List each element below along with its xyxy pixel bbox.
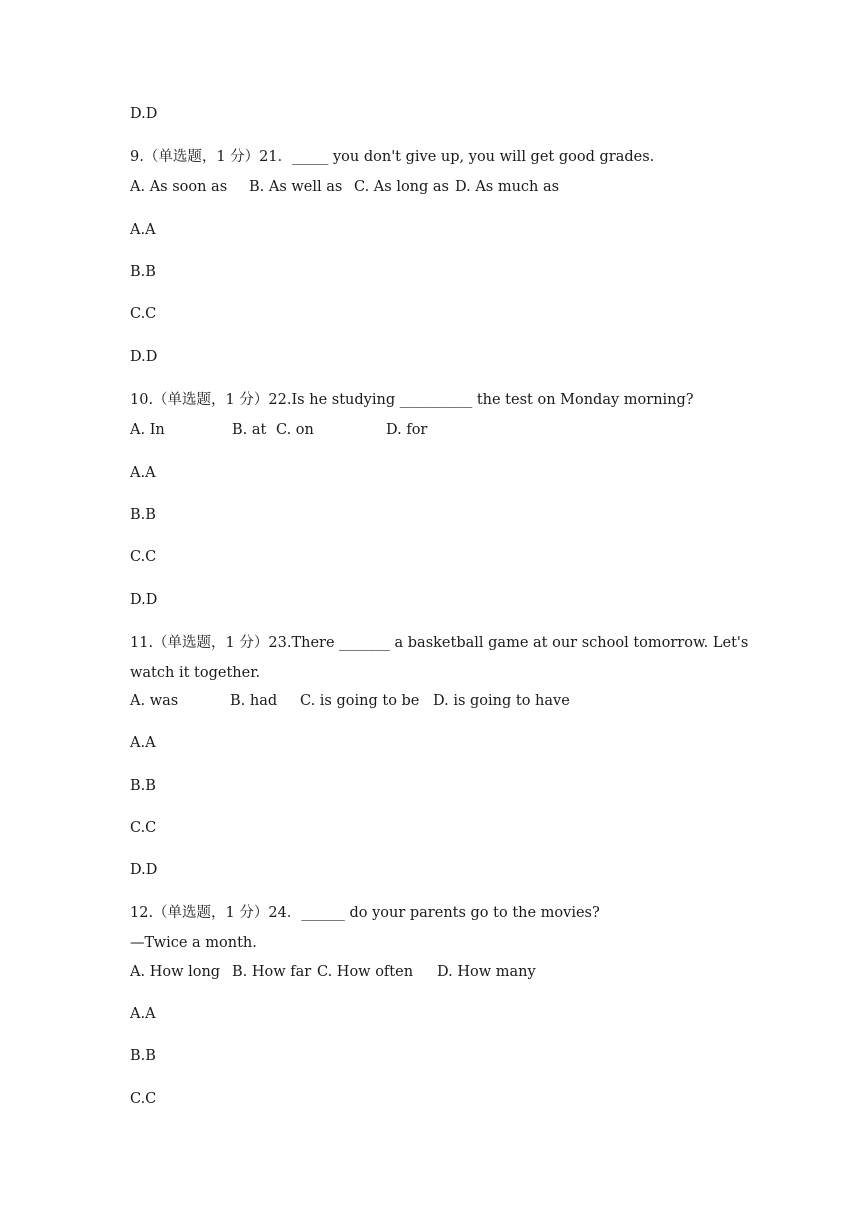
answer-option-b[interactable]: B.B	[130, 264, 156, 280]
answer-option-d[interactable]: D.D	[130, 106, 158, 122]
question-11-stem-continued: watch it together.	[130, 665, 261, 681]
option-text: B. at	[232, 422, 267, 438]
answer-option-c[interactable]: C.C	[130, 820, 157, 836]
question-10-options	[130, 421, 427, 439]
question-9-stem: 9.（单选题，1 分）21．_____ you don't give up, you will get good grades.	[130, 149, 655, 165]
answer-option-c[interactable]: C.C	[130, 549, 157, 565]
answer-option-b[interactable]: B.B	[130, 1048, 156, 1064]
answer-option-c[interactable]: C.C	[130, 1091, 157, 1107]
option-text: D. for	[386, 422, 428, 438]
answer-option-c[interactable]: C.C	[130, 306, 157, 322]
answer-option-a[interactable]: A.A	[130, 735, 156, 751]
option-text: A. was	[130, 693, 179, 709]
option-text: B. How far	[232, 964, 312, 980]
question-12-options	[130, 963, 536, 981]
option-text: C. is going to be	[300, 693, 420, 709]
option-text: A. How long	[130, 964, 221, 980]
option-text: B. As well as	[249, 179, 343, 195]
answer-option-a[interactable]: A.A	[130, 222, 156, 238]
option-text: C. How often	[317, 964, 414, 980]
option-text: D. How many	[437, 964, 536, 980]
question-12-stem-continued: —Twice a month.	[130, 935, 257, 951]
answer-option-d[interactable]: D.D	[130, 592, 158, 608]
answer-option-d[interactable]: D.D	[130, 349, 158, 365]
option-text: C. As long as	[354, 179, 450, 195]
question-11-stem: 11.（单选题，1 分）23.There _______ a basketball game at our school tomorrow. Let's	[130, 635, 749, 651]
option-text: A. As soon as	[130, 179, 228, 195]
question-12-stem: 12.（单选题，1 分）24．______ do your parents go to the movies?	[130, 905, 600, 921]
option-text: D. is going to have	[433, 693, 570, 709]
option-text: B. had	[230, 693, 278, 709]
option-text: A. In	[130, 422, 165, 438]
answer-option-b[interactable]: B.B	[130, 507, 156, 523]
answer-option-a[interactable]: A.A	[130, 1006, 156, 1022]
question-11-options	[130, 692, 570, 710]
question-9-options	[130, 178, 559, 196]
answer-option-b[interactable]: B.B	[130, 778, 156, 794]
option-text: C. on	[276, 422, 314, 438]
option-text: D. As much as	[455, 179, 560, 195]
answer-option-a[interactable]: A.A	[130, 465, 156, 481]
answer-option-d[interactable]: D.D	[130, 862, 158, 878]
question-10-stem: 10.（单选题，1 分）22.Is he studying __________ the test on Monday morning?	[130, 392, 694, 408]
